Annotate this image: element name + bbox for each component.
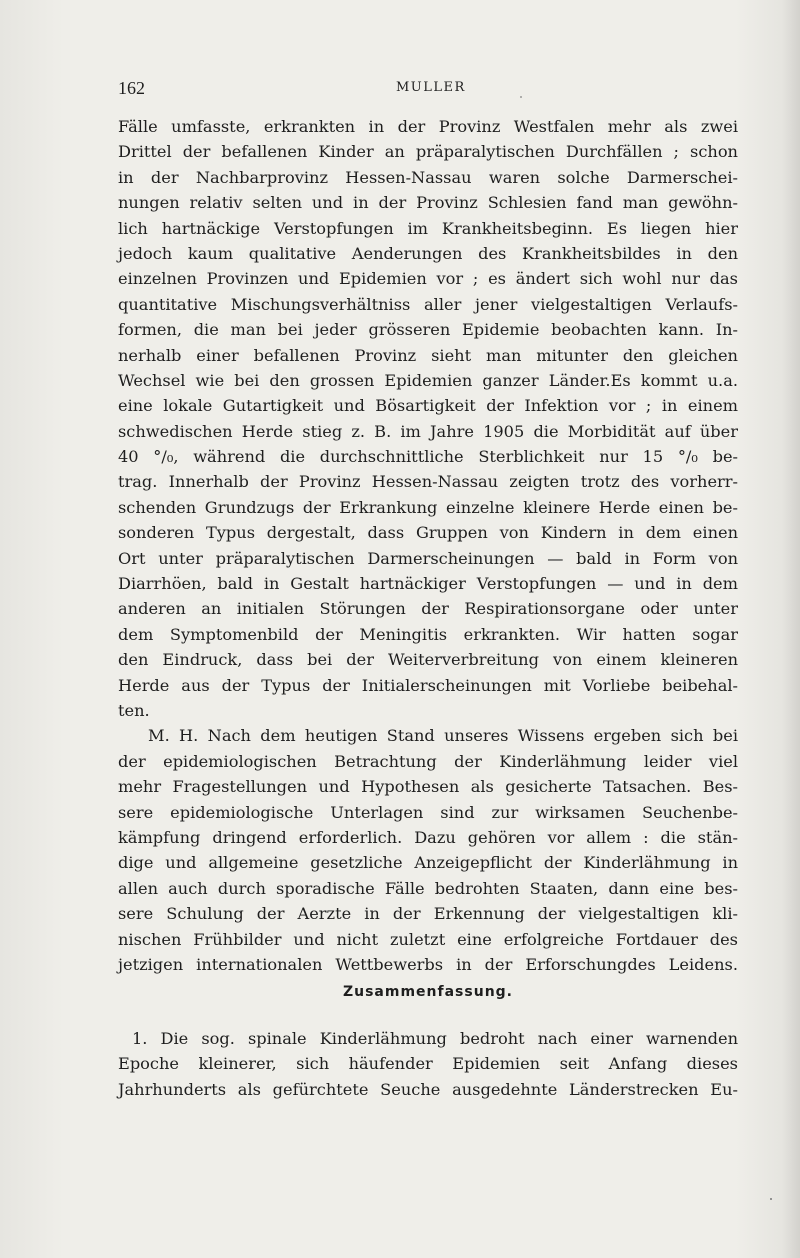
text-line: lich hartnäckige Verstopfungen im Krankheitsbeginn. Es liegen hier bbox=[118, 218, 738, 238]
page-gutter-shadow bbox=[782, 0, 800, 1258]
text-line: schenden Grundzugs der Erkrankung einzelne kleinere Herde einen be- bbox=[118, 497, 738, 517]
text-line: jedoch kaum qualitative Aenderungen des Krankheitsbildes in den bbox=[118, 243, 738, 263]
text-line: trag. Innerhalb der Provinz Hessen-Nassau zeigten trotz des vorherr- bbox=[118, 472, 738, 492]
text-line: formen, die man bei jeder grösseren Epidemie beobachten kann. In- bbox=[118, 320, 738, 340]
body-text-continued bbox=[118, 1026, 738, 1102]
section-heading: Zusammenfassung. bbox=[342, 984, 513, 1000]
text-line: ten. bbox=[118, 700, 150, 720]
text-line: einzelnen Provinzen und Epidemien vor ; es ändert sich wohl nur das bbox=[118, 269, 738, 289]
text-line: mehr Fragestellungen und Hypothesen als gesicherte Tatsachen. Bes- bbox=[118, 777, 738, 797]
running-head: MULLER bbox=[396, 80, 466, 95]
text-line: nischen Frühbilder und nicht zuletzt eine erfolgreiche Fortdauer des bbox=[118, 929, 738, 949]
text-line: der epidemiologischen Betrachtung der Kinderlähmung leider viel bbox=[118, 751, 738, 771]
text-line: sere epidemiologische Unterlagen sind zur wirksamen Seuchenbe- bbox=[118, 802, 738, 822]
text-line: allen auch durch sporadische Fälle bedrohten Staaten, dann eine bes- bbox=[118, 878, 738, 898]
text-line: quantitative Mischungsverhältniss aller jener vielgestaltigen Verlaufs- bbox=[118, 294, 738, 314]
text-line: anderen an initialen Störungen der Respirationsorgane oder unter bbox=[118, 599, 738, 619]
text-line: 40 °/₀, während die durchschnittliche Sterblichkeit nur 15 °/₀ be- bbox=[118, 447, 738, 467]
text-line: jetzigen internationalen Wettbewerbs in der Erforschungdes Leidens. bbox=[118, 954, 738, 974]
text-line: dem Symptomenbild der Meningitis erkrankten. Wir hatten sogar bbox=[118, 624, 738, 644]
text-line: schwedischen Herde stieg z. B. im Jahre 1905 die Morbidität auf über bbox=[118, 421, 738, 441]
text-line: Diarrhöen, bald in Gestalt hartnäckiger Verstopfungen — und in dem bbox=[118, 574, 738, 594]
paragraph-2 bbox=[118, 723, 738, 977]
text-line: sere Schulung der Aerzte in der Erkennung der vielgestaltigen kli- bbox=[118, 904, 738, 924]
paragraph-1 bbox=[118, 114, 738, 723]
text-line: Drittel der befallenen Kinder an präparalytischen Durchfällen ; schon bbox=[118, 142, 738, 162]
text-line: 1. Die sog. spinale Kinderlähmung bedroht nach einer warnenden bbox=[132, 1029, 738, 1048]
text-line: in der Nachbarprovinz Hessen-Nassau waren solche Darmerschei- bbox=[118, 167, 738, 187]
text-line: Ort unter präparalytischen Darmerscheinungen — bald in Form von bbox=[118, 548, 738, 568]
text-line: kämpfung dringend erforderlich. Dazu gehören vor allem : die stän- bbox=[118, 827, 738, 847]
text-line: Wechsel wie bei den grossen Epidemien ganzer Länder.Es kommt u.a. bbox=[118, 370, 738, 390]
paragraph-3 bbox=[118, 1026, 738, 1102]
paper-speck bbox=[520, 96, 522, 98]
text-line: Epoche kleinerer, sich häufender Epidemien seit Anfang dieses bbox=[118, 1054, 738, 1074]
text-line: Jahrhunderts als gefürchtete Seuche ausgedehnte Länderstrecken Eu- bbox=[118, 1079, 738, 1099]
text-line: sonderen Typus dergestalt, dass Gruppen von Kindern in dem einen bbox=[118, 523, 738, 543]
text-line: dige und allgemeine gesetzliche Anzeigepflicht der Kinderlähmung in bbox=[118, 853, 738, 873]
text-line: eine lokale Gutartigkeit und Bösartigkeit der Infektion vor ; in einem bbox=[118, 396, 738, 416]
text-line: nerhalb einer befallenen Provinz sieht man mitunter den gleichen bbox=[118, 345, 738, 365]
page-header bbox=[118, 78, 738, 100]
text-line: Fälle umfasste, erkrankten in der Provinz Westfalen mehr als zwei bbox=[118, 117, 738, 136]
text-line: Herde aus der Typus der Initialerscheinungen mit Vorliebe beibehal- bbox=[118, 675, 738, 695]
paper-speck bbox=[770, 1198, 772, 1200]
page-number: 162 bbox=[118, 78, 145, 98]
text-line: den Eindruck, dass bei der Weiterverbreitung von einem kleineren bbox=[118, 650, 738, 670]
text-line: nungen relativ selten und in der Provinz Schlesien fand man gewöhn- bbox=[118, 193, 738, 213]
text-line: M. H. Nach dem heutigen Stand unseres Wissens ergeben sich bei bbox=[148, 726, 738, 746]
body-text bbox=[118, 114, 738, 977]
